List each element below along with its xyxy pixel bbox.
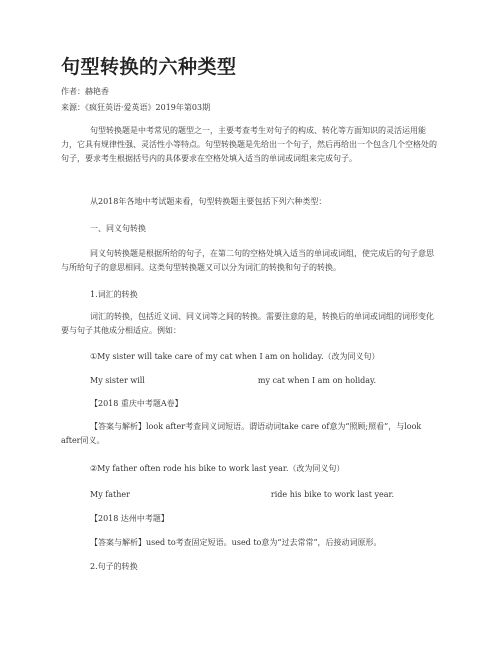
sentence-start: My sister will	[90, 376, 145, 385]
overview-paragraph: 从2018年各地中考试题来看，句型转换题主要包括下列六种类型：	[90, 197, 327, 206]
author-line: 作者：赫艳香	[61, 87, 109, 96]
subsection-heading: 2.句子的转换	[90, 562, 138, 571]
sentence-start: My father	[90, 490, 130, 499]
intro-paragraph: 句型转换题是中考常见的题型之一，主要考查考生对句子的构成、转化等方面知识的灵活运用能力，它具有规律性强、灵活性小等特点。句型转换题是先给出一个句子，然后再给出一个包含几个空格处的句子，要求考生根据括号内的具体要求在空格处填入适当的单词或词组来完成句子。	[61, 126, 437, 163]
section-heading: 一、同义句转换	[90, 224, 146, 233]
sentence-end: my cat when I am on holiday.	[257, 376, 377, 385]
source-line: 来源：《疯狂英语·爱英语》2019年第03期	[61, 103, 211, 112]
section-intro: 同义句转换题是根据所给的句子，在第二句的空格处填入适当的单词或词组，使完成后的句子意思与所给句子的意思相同。这类句型转换题又可以分为词汇的转换和句子的转换。	[61, 249, 434, 272]
example-source: 【2018 达州中考题】	[90, 514, 169, 523]
example-answer: 【答案与解析】look after考查同义词短语。谓语动词take care of意为“照顾;照看”，与look after同义。	[61, 422, 422, 445]
example-question: ②My father often rode his bike to work last year.（改为同义句）	[90, 464, 345, 473]
example-answer: 【答案与解析】used to考查固定短语。used to意为“过去常常”，后接动词原形。	[90, 538, 382, 547]
example-blank-sentence	[90, 376, 376, 385]
subsection-intro: 词汇的转换，包括近义词、同义词等之间的转换。需要注意的是，转换后的单词或词组的词形变化要与句子其他成分相适应。例如：	[61, 312, 434, 335]
sentence-end: ride his bike to work last year.	[270, 490, 395, 499]
document-title: 句型转换的六种类型	[61, 56, 237, 78]
example-blank-sentence	[90, 490, 394, 499]
example-question: ①My sister will take care of my cat when I am on holiday.（改为同义句）	[90, 352, 380, 361]
example-source: 【2018 重庆中考题A卷】	[90, 399, 183, 408]
subsection-heading: 1.词汇的转换	[90, 290, 138, 299]
